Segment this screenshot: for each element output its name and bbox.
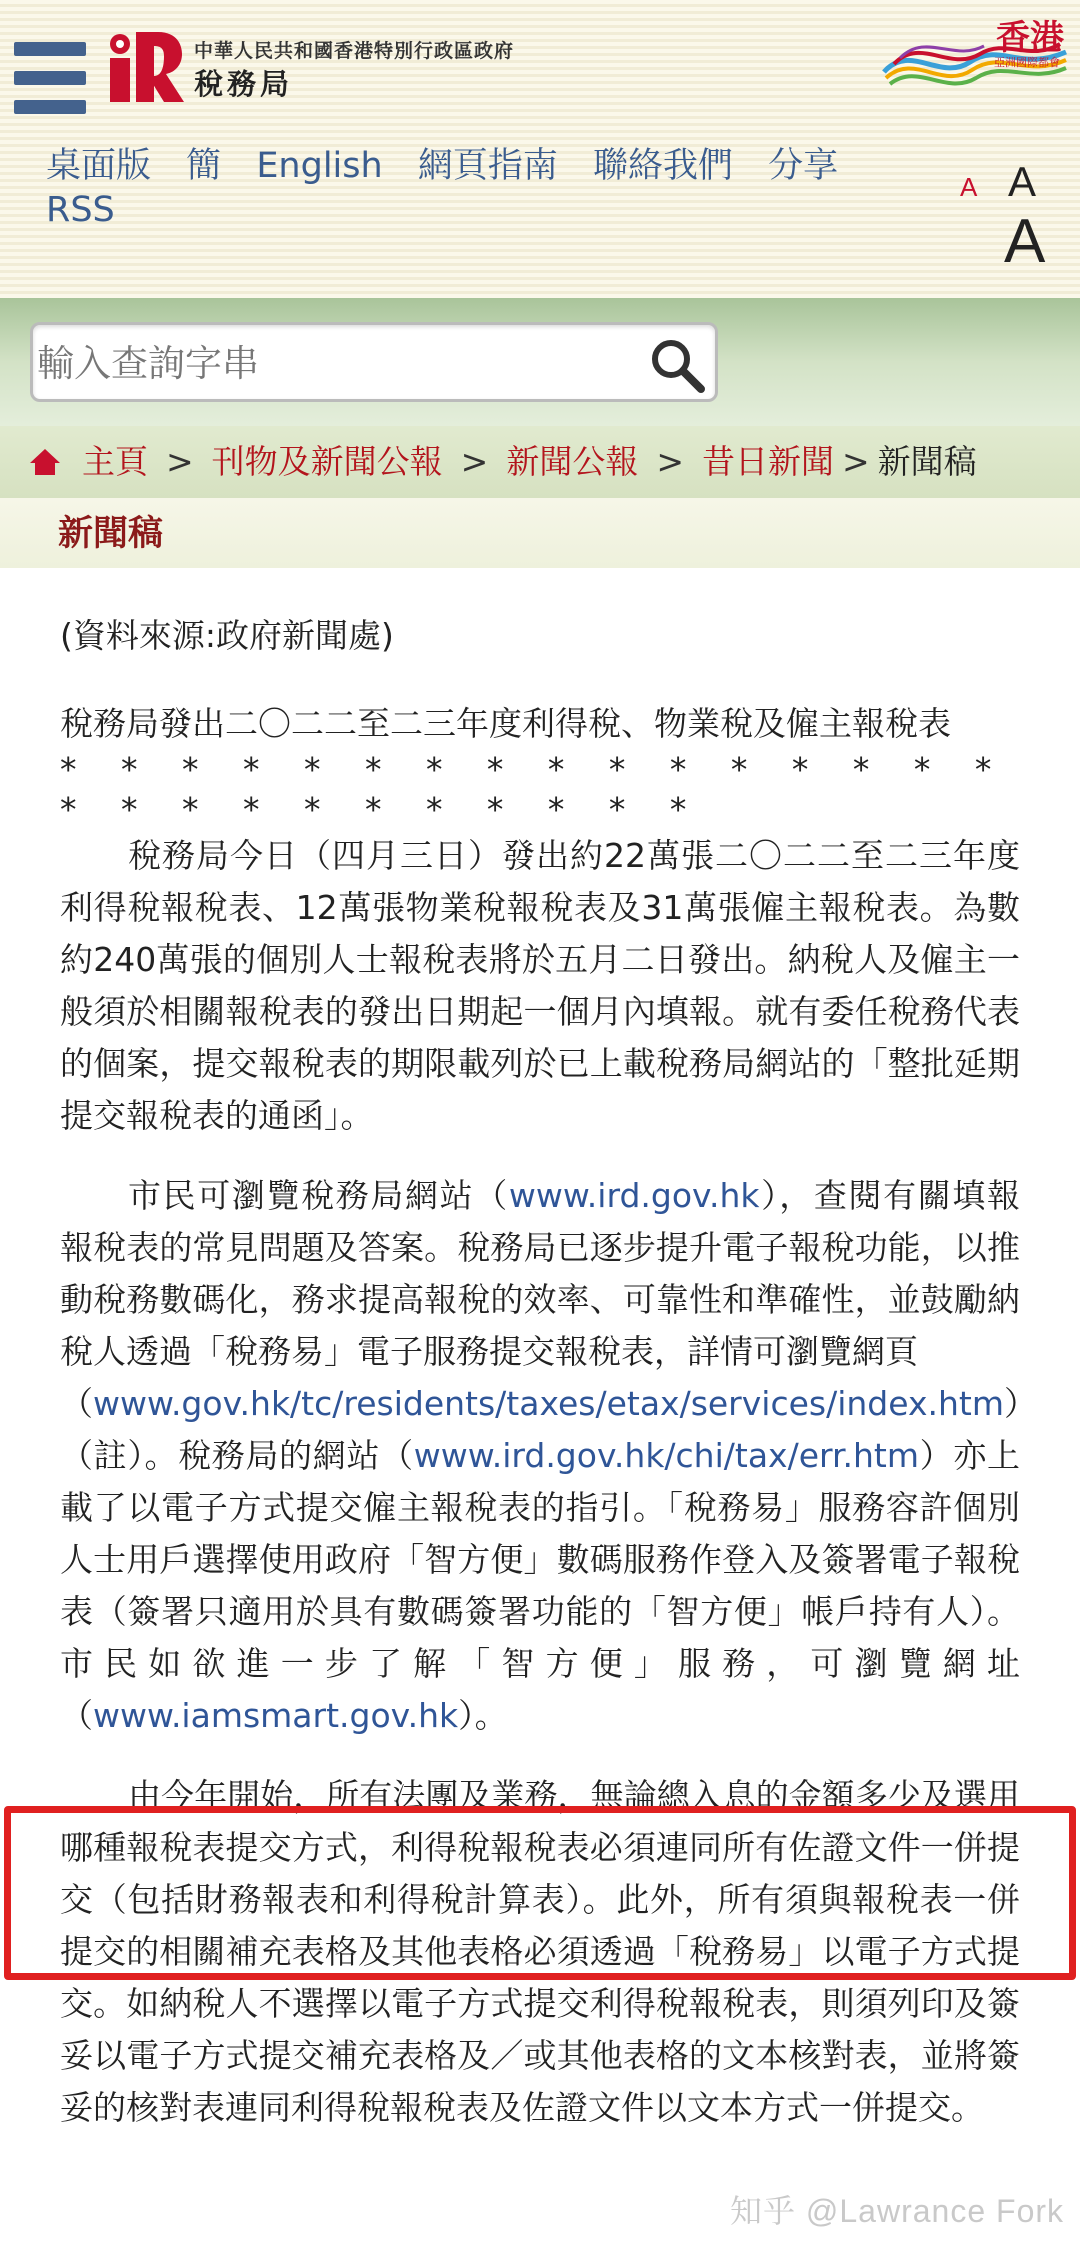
link-iamsmart[interactable]: www.iamsmart.gov.hk <box>93 1696 459 1735</box>
paragraph-text: ） <box>1003 1384 1037 1423</box>
breadcrumb-separator: > <box>166 442 194 481</box>
page-title: 新聞稿 <box>58 514 164 554</box>
link-employer-return-guide[interactable]: www.ird.gov.hk/chi/tax/err.htm <box>413 1436 920 1475</box>
breadcrumb-separator: > <box>460 442 489 481</box>
menu-icon[interactable] <box>14 42 86 120</box>
font-size-large-button[interactable]: A <box>1004 207 1046 276</box>
link-rss[interactable]: RSS <box>46 190 115 230</box>
watermark: 知乎 @Lawrance Fork <box>730 2193 1065 2229</box>
breadcrumb-current: 新聞稿 <box>877 442 977 481</box>
paragraph-text: 市民可瀏覽稅務局網站（ <box>128 1176 509 1215</box>
paragraph-text: ）。 <box>458 1696 508 1735</box>
article-source: (資料來源:政府新聞處) <box>60 616 394 655</box>
font-size-small-button[interactable]: A <box>960 172 978 202</box>
brand-hk-subtitle: 亞洲國際都會 <box>994 56 1060 69</box>
link-ird-website[interactable]: www.ird.gov.hk <box>508 1176 760 1215</box>
home-icon[interactable] <box>28 447 62 477</box>
link-desktop-version[interactable]: 桌面版 <box>46 146 152 186</box>
font-size-medium-button[interactable]: A <box>1008 158 1037 205</box>
link-site-guide[interactable]: 網頁指南 <box>417 146 558 186</box>
article-headline: 稅務局發出二〇二二至二三年度利得稅、物業稅及僱主報稅表 <box>60 704 951 743</box>
paragraph-text: ）亦上載了以電子方式提交僱主報稅表的指引。「稅務易」服務容許個別人士用戶選擇使用政府「智方便」數碼服務作登入及簽署電子報稅表（簽署只適用於具有數碼簽署功能的「智方便」帳戶持有人）。市民如欲進一步了解「智方便」服務，可瀏覽網址（ <box>60 1436 1021 1735</box>
article-paragraph-3: 由今年開始，所有法團及業務，無論總入息的金額多少及選用哪種報稅表提交方式，利得稅報稅表必須連同所有佐證文件一併提交（包括財務報表和利得稅計算表）。此外，所有須與報稅表一併提交的相關補充表格及其他表格必須透過「稅務易」以電子方式提交。如納稅人不選擇以電子方式提交利得稅報稅表，則須列印及簽妥以電子方式提交補充表格及／或其他表格的文本核對表，並將簽妥的核對表連同利得稅報稅表及佐證文件以文本方式一併提交。 <box>60 1776 1020 2127</box>
breadcrumb-publications[interactable]: 刊物及新聞公報 <box>211 442 443 481</box>
paragraph-text: ），查閱有關填報報稅表的常見問題及答案。稅務局已逐步提升電子報稅功能，以推動稅務數碼化，務求提高報稅的效率、可靠性和準確性，並鼓勵納稅人透過「稅務易」電子服務提交報稅表，詳情可瀏覽網頁 <box>60 1176 1021 1371</box>
ird-logo[interactable] <box>100 28 186 104</box>
link-etax-services[interactable]: www.gov.hk/tc/residents/taxes/etax/services/index.htm <box>93 1384 1004 1423</box>
article-paragraph-1: 稅務局今日（四月三日）發出約22萬張二〇二二至二三年度利得稅報稅表、12萬張物業稅報稅表及31萬張僱主報稅表。為數約240萬張的個別人士報稅表將於五月二日發出。納稅人及僱主一般須於相關報稅表的發出日期起一個月內填報。就有委任稅務代表的個案，提交報稅表的期限載列於已上載稅務局網站的「整批延期提交報稅表的通函」。 <box>60 836 1020 1135</box>
link-english[interactable]: English <box>256 146 383 186</box>
search-icon[interactable] <box>647 335 707 395</box>
paragraph-text: （註）。稅務局的網站（ <box>60 1436 414 1475</box>
breadcrumb-press-releases[interactable]: 新聞公報 <box>506 442 639 481</box>
breadcrumb-separator: > <box>841 442 870 481</box>
breadcrumb-past-news[interactable]: 昔日新聞 <box>701 442 834 481</box>
link-simplified-chinese[interactable]: 簡 <box>186 146 222 186</box>
article-paragraph-2 <box>60 1170 1037 1742</box>
link-share[interactable]: 分享 <box>768 146 839 186</box>
search-box <box>30 322 718 402</box>
article-content <box>60 610 1037 2162</box>
breadcrumb <box>28 440 977 484</box>
search-input[interactable] <box>37 333 617 393</box>
top-links <box>46 144 866 232</box>
government-name: 中華人民共和國香港特別行政區政府 <box>194 40 515 62</box>
article-divider: * * * * * * * * * * * * * * * * * * * * * * * * * * * <box>60 750 1009 829</box>
department-name: 稅務局 <box>194 67 294 101</box>
breadcrumb-separator: > <box>656 442 684 481</box>
brand-hk-text: 香港 <box>996 18 1064 58</box>
breadcrumb-home[interactable]: 主頁 <box>82 442 148 481</box>
paragraph-text: （ <box>60 1384 93 1423</box>
link-contact-us[interactable]: 聯絡我們 <box>593 146 734 186</box>
